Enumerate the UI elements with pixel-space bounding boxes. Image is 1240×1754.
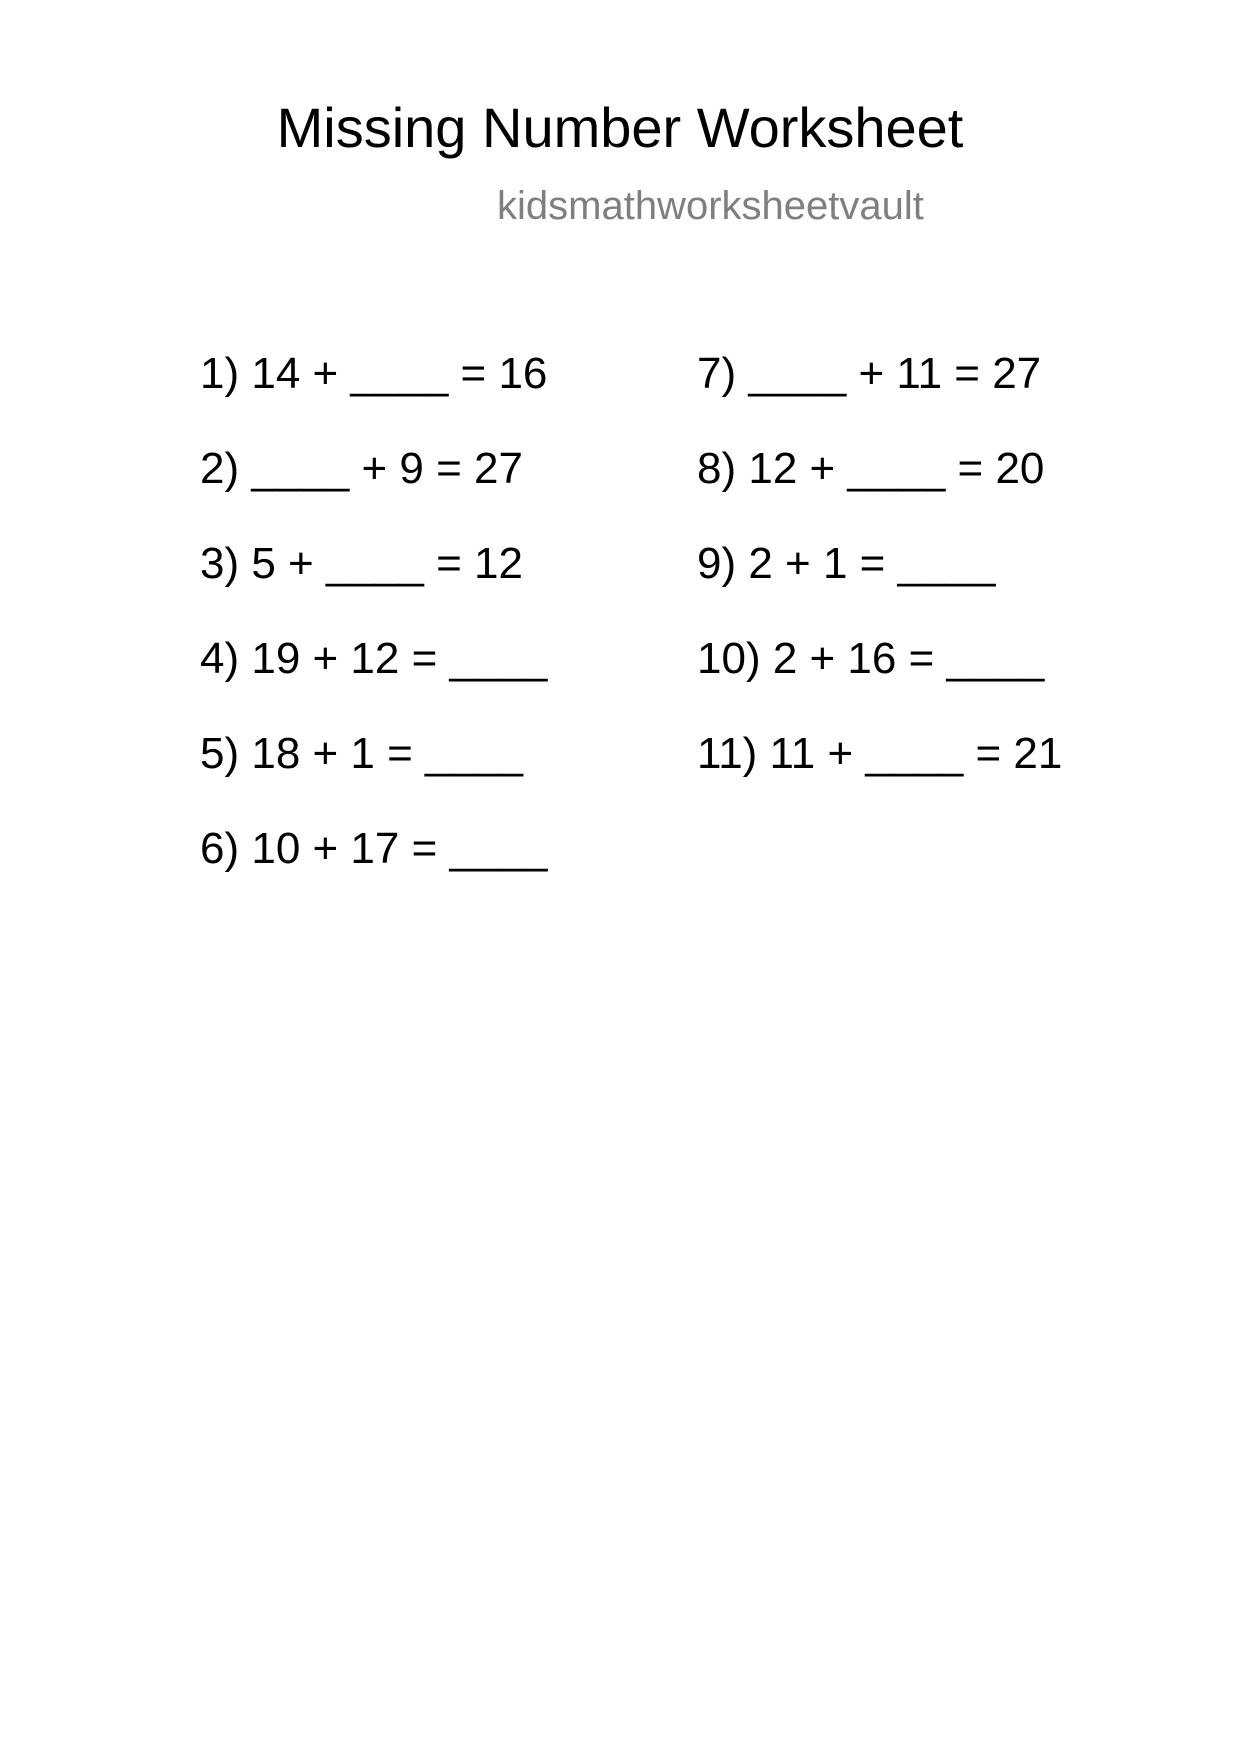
problem-column-right: [697, 348, 1062, 823]
problem-1: 1) 14 + ____ = 16: [200, 349, 548, 398]
worksheet-title: Missing Number Worksheet: [276, 96, 964, 159]
problem-3: 3) 5 + ____ = 12: [200, 539, 523, 588]
problem-11: 11) 11 + ____ = 21: [697, 729, 1063, 778]
worksheet-subtitle: kidsmathworksheetvault: [497, 184, 924, 228]
problem-9: 9) 2 + 1 = ____: [697, 539, 996, 588]
problem-10: 10) 2 + 16 = ____: [697, 634, 1045, 683]
problem-2: 2) ____ + 9 = 27: [200, 444, 523, 493]
problem-7: 7) ____ + 11 = 27: [697, 349, 1042, 398]
problem-8: 8) 12 + ____ = 20: [697, 444, 1045, 493]
problem-4: 4) 19 + 12 = ____: [200, 634, 548, 683]
problem-column-left: [200, 348, 547, 918]
problem-6: 6) 10 + 17 = ____: [200, 824, 548, 873]
problem-5: 5) 18 + 1 = ____: [200, 729, 523, 778]
